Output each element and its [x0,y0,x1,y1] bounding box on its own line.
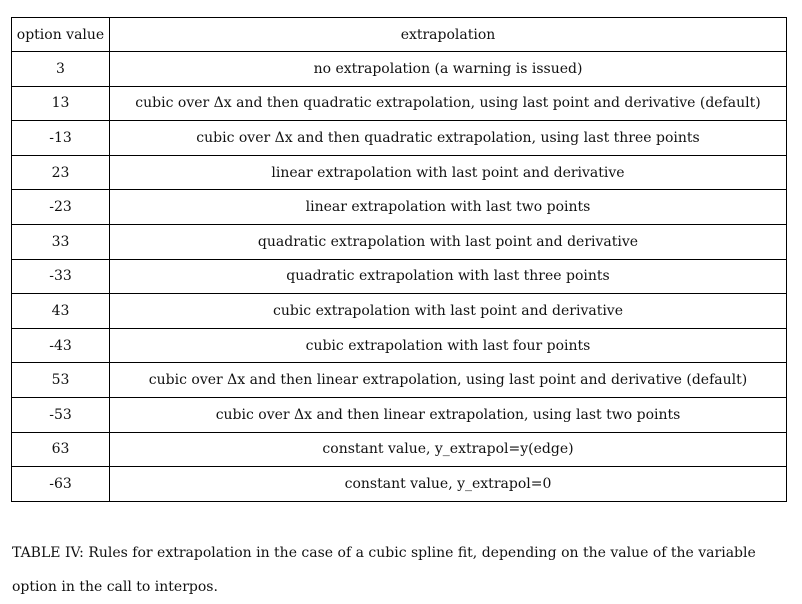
table-row [12,86,787,121]
option-value-cell: 43 [12,294,110,329]
option-value-cell: 63 [12,432,110,467]
table-row [12,294,787,329]
table-row [12,363,787,398]
option-value-cell: -43 [12,328,110,363]
option-value-cell: -13 [12,121,110,156]
option-value-cell: -23 [12,190,110,225]
header-extrapolation: extrapolation [110,18,787,52]
option-value-cell: 23 [12,155,110,190]
table-row [12,328,787,363]
header-option-value: option value [12,18,110,52]
extrapolation-rules-table [11,17,787,502]
option-value-cell: 3 [12,52,110,87]
table-row [12,397,787,432]
extrapolation-cell: cubic over Δx and then linear extrapolation, using last point and derivative (default) [110,363,787,398]
option-value-cell: 53 [12,363,110,398]
extrapolation-cell: cubic extrapolation with last point and derivative [110,294,787,329]
option-value-cell: 13 [12,86,110,121]
table-row [12,224,787,259]
extrapolation-cell: cubic over Δx and then linear extrapolation, using last two points [110,397,787,432]
table-header-row [12,18,787,52]
extrapolation-cell: no extrapolation (a warning is issued) [110,52,787,87]
table-row [12,52,787,87]
table-row [12,190,787,225]
extrapolation-cell: cubic over Δx and then quadratic extrapolation, using last point and derivative (default) [110,86,787,121]
extrapolation-cell: cubic over Δx and then quadratic extrapolation, using last three points [110,121,787,156]
extrapolation-cell: linear extrapolation with last two points [110,190,787,225]
option-value-cell: -53 [12,397,110,432]
extrapolation-cell: quadratic extrapolation with last three points [110,259,787,294]
extrapolation-cell: cubic extrapolation with last four points [110,328,787,363]
table-row [12,467,787,502]
option-value-cell: -33 [12,259,110,294]
option-value-cell: 33 [12,224,110,259]
table-caption: TABLE IV: Rules for extrapolation in the case of a cubic spline fit, depending on the value of the variable option in the call to interpos. [12,545,756,595]
extrapolation-cell: constant value, y_extrapol=y(edge) [110,432,787,467]
extrapolation-cell: constant value, y_extrapol=0 [110,467,787,502]
table-row [12,155,787,190]
table-row [12,121,787,156]
extrapolation-cell: quadratic extrapolation with last point and derivative [110,224,787,259]
table-row [12,259,787,294]
option-value-cell: -63 [12,467,110,502]
table-row [12,432,787,467]
extrapolation-cell: linear extrapolation with last point and derivative [110,155,787,190]
